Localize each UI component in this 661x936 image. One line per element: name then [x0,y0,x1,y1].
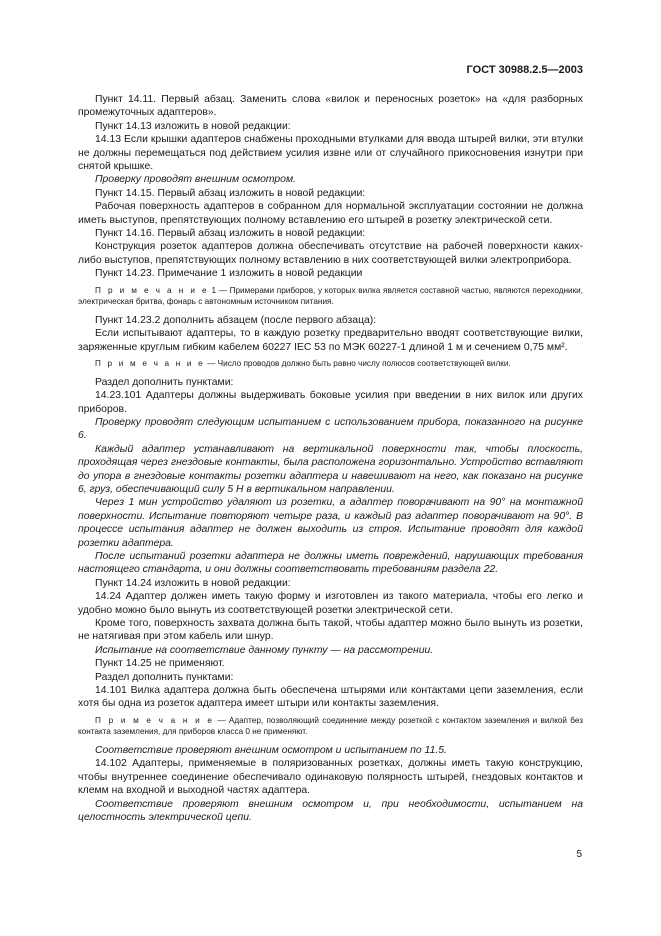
paragraph: Пункт 14.15. Первый абзац изложить в новой редакции: [95,187,366,199]
paragraph: Пункт 14.23.2 дополнить абзацем (после первого абзаца): [95,314,377,326]
note-text: 1 — Примерами приборов, у которых вилка является составной частью, являются переходники, электрическая бритва, фонарь с автономным источником питания. [78,285,584,307]
paragraph: Пункт 14.24 изложить в новой редакции: [95,577,291,589]
paragraph: 14.23.101 Адаптеры должны выдерживать боковые усилия при введении в них вилок или других приборов. [78,390,583,415]
note-label: П р и м е ч а н и е [95,359,205,369]
paragraph-italic: Каждый адаптер устанавливают на вертикальной поверхности так, чтобы плоскость, проходящая через гнездовые контакты, была расположена горизонтально. Устройство вставляют до упора в гнездовые контакты розетки адаптера и навешивают на него, как показано на рисунке 6, груз, обеспечивающий силу 5 Н в вертикальном направлении. [78,443,583,495]
note-text: — Адаптер, позволяющий соединение между розеткой с контактом заземления и вилкой без контакта заземления, для приборов класса 0 не применяют. [78,715,584,737]
paragraph: Пункт 14.13 изложить в новой редакции: [95,120,291,132]
document-id: ГОСТ 30988.2.5—2003 [466,64,583,76]
paragraph-italic: Через 1 мин устройство удаляют из розетки, а адаптер поворачивают на 90° на монтажной поверхности. Испытание повторяют четыре раза, и каждый раз адаптер поворачивают на 90°. В процессе испытания адаптер не должен выходить из строя. Испытание проводят для каждой розетки адаптера. [78,497,583,549]
paragraph-italic: Проверку проводят следующим испытанием с использованием прибора, показанного на рисунке 6. [78,416,583,442]
paragraph: Раздел дополнить пунктами: [95,376,234,388]
paragraph: 14.102 Адаптеры, применяемые в поляризованных розетках, должны иметь такую конструкцию, чтобы внутреннее соединение обеспечивало одинаковую полярность штырей, гнездовых контактов и клемм на входной и выходной частях адаптера. [78,758,583,797]
note [78,715,583,738]
paragraph-italic: После испытаний розетки адаптера не должны иметь повреждений, нарушающих требования настоящего стандарта, и они должны соответствовать требованиям раздела 22. [78,550,583,576]
paragraph-italic: Соответствие проверяют внешним осмотром и, при необходимости, испытанием на целостность электрической цепи. [78,798,583,824]
paragraph: 14.24 Адаптер должен иметь такую форму и изготовлен из такого материала, чтобы его легко и удобно можно было вынуть из соответствующей розетки электрической сети. [78,591,583,616]
note [78,358,583,370]
paragraph: Конструкция розеток адаптеров должна обеспечивать отсутствие на рабочей поверхности каких-либо выступов, препятствующих полному вставлению в них соответствующей вилки электроприбора. [78,241,583,266]
paragraph: Пункт 14.25 не применяют. [95,658,225,670]
paragraph: Пункт 14.16. Первый абзац изложить в новой редакции: [95,228,366,240]
paragraph-italic: Испытание на соответствие данному пункту — на рассмотрении. [95,644,434,656]
paragraph: Рабочая поверхность адаптеров в собранном для нормальной эксплуатации состоянии не должна иметь выступов, препятствующих полному вставлению его штырей в розетку электрической сети. [78,201,583,226]
paragraph-italic: Соответствие проверяют внешним осмотром и испытанием по 11.5. [95,745,447,757]
paragraph: Пункт 14.23. Примечание 1 изложить в новой редакции [95,268,363,280]
paragraph-italic: Проверку проводят внешним осмотром. [95,174,296,186]
page-number: 5 [576,849,582,860]
note [78,285,583,308]
paragraph: Если испытывают адаптеры, то в каждую розетку предварительно вводят соответствующие вилки, заряженные круглым гибким кабелем 60227 IEC 53 по МЭК 60227-1 длиной 1 м и сечением 0,75 мм². [78,328,583,353]
paragraph: 14.13 Если крышки адаптеров снабжены проходными втулками для ввода штырей вилки, эти втулки не должны перемещаться под действием усилия извне или от случайного прикосновения изнутри при снятой крышке. [78,134,583,173]
note-label: П р и м е ч а н и е [95,715,215,725]
paragraph: Кроме того, поверхность захвата должна быть такой, чтобы адаптер можно было вынуть из розетки, не натягивая при этом кабель или шнур. [78,618,583,643]
document-body [78,93,583,824]
paragraph: Пункт 14.11. Первый абзац. Заменить слова «вилок и переносных розеток» на «для разборных промежуточных адаптеров». [78,94,583,119]
note-text: — Число проводов должно быть равно числу полюсов соответствующей вилки. [204,359,511,369]
note-label: П р и м е ч а н и е [95,285,209,295]
paragraph: Раздел дополнить пунктами: [95,671,234,683]
paragraph: 14.101 Вилка адаптера должна быть обеспечена штырями или контактами цепи заземления, если хотя бы одна из розеток адаптера имеет штыри или контакты заземления. [78,685,583,710]
